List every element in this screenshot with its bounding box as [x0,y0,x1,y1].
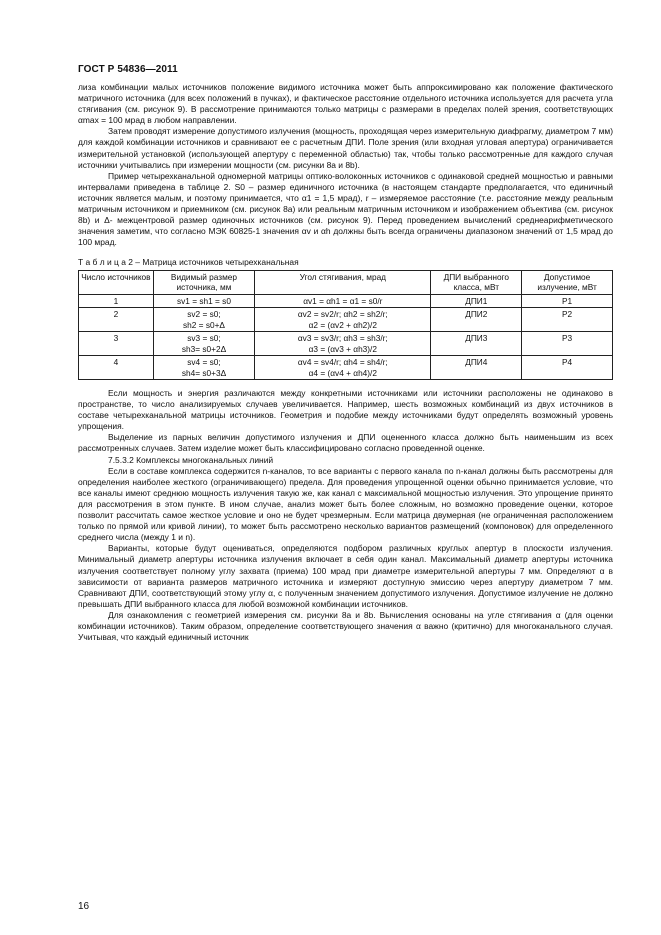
cell-line: sv1 = sh1 = s0 [176,295,231,306]
cell-power: P3 [522,332,613,356]
table-row [79,308,613,332]
cell-count: 4 [79,356,154,380]
cell-line: sv2 = s0; [187,309,221,319]
document-body [78,82,613,643]
section-heading: 7.5.3.2 Комплексы многоканальных линий [108,454,274,465]
cell-size [153,356,254,380]
header-angle: Угол стягивания, мрад [255,270,431,294]
header-count: Число источников [79,270,154,294]
header-ael: ДПИ выбранного класса, мВт [431,270,522,294]
header-power: Допустимое излучение, мВт [522,270,613,294]
cell-line: αv1 = αh1 = α1 = s0/r [303,295,383,306]
cell-power: P4 [522,356,613,380]
table-row [79,294,613,308]
cell-size [153,308,254,332]
cell-count: 3 [79,332,154,356]
paragraph-7: Если в составе комплекса содержится n-каналов, то все варианты с первого канала по n-канал должны быть рассмотрены для определения наиболее жесткого (ограничивающего) предела. Для проведения упрощенной оценки обычно принимается условие, что все каналы имеют среднюю мощность излучения такую же, как канал с максимальной мощностью излучения. Это упрощение принято для рассмотрения в этом пункте. В ином случае, анализ может быть более сложным, но возможно проведение оценки, которое позволит рассчитать самое жесткое условие и оно не будет чрезмерным. Если матрица двумерная (не ограниченная расположением только по прямой или кривой линии), то может быть рассмотрено несколько вариантов размещений (компоновок) для определенного среднего числа (между 1 и n). [78,465,613,543]
header-size: Видимый размер источника, мм [153,270,254,294]
paragraph-2: Затем проводят измерение допустимого излучения (мощность, проходящая через измерительную диафрагму, диаметром 7 мм) для каждой комбинации источников и сравнивают ее с расчетным ДПИ. Поле зрения (или входная угловая апертура) ограничивается измерительной установкой (использующей апертуру с переменной областью) так, чтобы только рассмотренные для каждого случая источники учитывались при измерении мощности (см. рисунки 8а и 8b). [78,126,613,170]
cell-line: α3 = (αv3 + αh3)/2 [308,343,377,354]
source-matrix-table [78,270,613,381]
cell-ael: ДПИ1 [431,294,522,308]
cell-line: α4 = (αv4 + αh4)/2 [308,367,377,378]
cell-size [153,332,254,356]
cell-line: αv3 = sv3/r; αh3 = sh3/r; [297,333,388,343]
cell-ael: ДПИ2 [431,308,522,332]
paragraph-1: лиза комбинации малых источников положение видимого источника может быть аппроксимировано как положение фактического матричного источника (для всех положений в пучках), и фактическое расстояние отдельного источника используется для расчета угла стягивания (см. рисунок 9). В рассмотрение принимаются только матрицы с размерами в пределах полей зрения, соответствующих αmax = 100 мрад в любом направлении. [78,82,613,126]
paragraph-5: Выделение из парных величин допустимого излучения и ДПИ оцененного класса должно быть наименьшим из всех рассмотренных случаев. Затем изделие может быть классифицировано согласно проведенной оценке. [78,432,613,454]
cell-line: αv4 = sv4/r; αh4 = sh4/r; [297,357,388,367]
cell-angle [255,356,431,380]
document-header: ГОСТ Р 54836—2011 [78,64,178,75]
cell-line: sv3 = s0; [187,333,221,343]
cell-line: α2 = (αv2 + αh2)/2 [308,319,377,330]
cell-line: sh2 = s0+Δ [182,319,225,330]
table-header-row [79,270,613,294]
cell-count: 1 [79,294,154,308]
cell-count: 2 [79,308,154,332]
cell-angle [255,308,431,332]
cell-line: sh3= s0+2Δ [181,343,227,354]
page-number: 16 [78,901,90,912]
paragraph-9: Для ознакомления с геометрией измерения см. рисунки 8а и 8b. Вычисления основаны на угле стягивания α (для оценки комбинации источников). Таким образом, определение соответствующего значения α важно (критично) для многоканального случая. Учитывая, что каждый единичный источник [78,609,613,643]
paragraph-3: Пример четырехканальной одномерной матрицы оптико-волоконных источников с одинаковой средней мощностью и равными интервалами приведена в таблице 2. S0 – размер единичного источника (в настоящем стандарте предполагается, что единичный источник является малым, и поэтому принимается, что α1 = 1,5 мрад), r – измеряемое расстояние (т.е. расстояние между реальным матричным источником и приемником (см. рисунок 8а) или реальным матричным источником и изображением объектива (см. рисунок 8b) и Δ- межцентровой размер одиночных источников (см. рисунок 9). Перед проведением вычислений среднеарифметического значения заметим, что согласно МЭК 60825-1 значения αv и αh должны быть всегда ограничены диапазоном значений от 1,5 мрад до 100 мрад. [78,170,613,248]
cell-power: P1 [522,294,613,308]
table-row [79,332,613,356]
cell-angle [255,332,431,356]
paragraph-4: Если мощность и энергия различаются между конкретными источниками или источники расположены не одинаково в пространстве, то число анализируемых случаев увеличивается. Например, шесть возможных комбинаций из двух источников в составе четырехканальной матрицы источников. Геометрия и подобие между источниками будут определять возможный уровень упрощения. [78,388,613,432]
cell-power: P2 [522,308,613,332]
cell-angle [255,294,431,308]
cell-ael: ДПИ3 [431,332,522,356]
table-row [79,356,613,380]
table-caption: Т а б л и ц а 2 – Матрица источников четырехканальная [78,257,299,268]
cell-line: sh4= s0+3Δ [181,367,227,378]
cell-line: αv2 = sv2/r; αh2 = sh2/r; [297,309,388,319]
paragraph-8: Варианты, которые будут оцениваться, определяются подбором различных круглых апертур в плоскости излучения. Минимальный диаметр апертуры источника излучения включает в себя один канал. Максимальный диаметр апертуры источника излучения соответствует полному углу захвата (приема) 100 мрад при диаметре измерительной апертуры 7 мм. Определяют α в зависимости от варианта размеров матричного источника и измеряют доступную эмиссию через апертуру диаметром 7 мм. Сравнивают ДПИ, соответствующий этому углу α, с полученным значением допустимого излучения. Допустимое излучение не должно превышать ДПИ выбранного класса для любой возможной комбинации источников. [78,543,613,609]
cell-ael: ДПИ4 [431,356,522,380]
cell-size [153,294,254,308]
cell-line: sv4 = s0; [187,357,221,367]
